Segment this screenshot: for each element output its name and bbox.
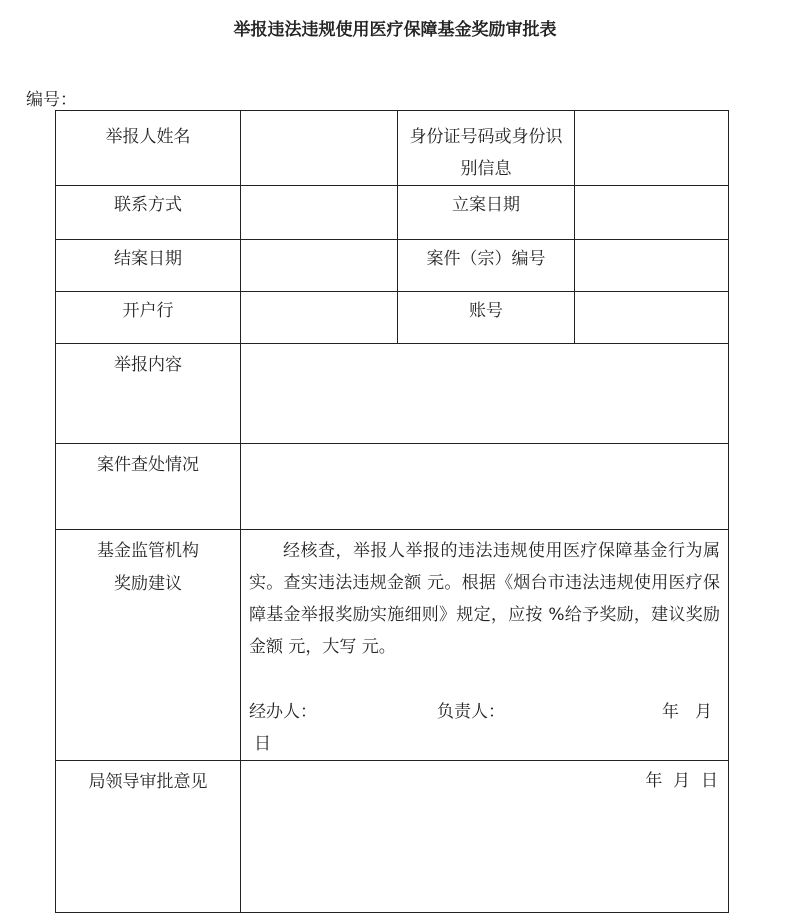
month-label: 月 bbox=[695, 702, 712, 722]
handler-label: 经办人： bbox=[249, 702, 317, 722]
year-label: 年 bbox=[662, 702, 679, 722]
account-label: 账号 bbox=[398, 292, 575, 344]
case-number-label: 案件（宗）编号 bbox=[398, 240, 575, 292]
leader-approval-label: 局领导审批意见 bbox=[56, 761, 241, 913]
filing-date-cell[interactable] bbox=[575, 186, 729, 240]
reward-suggestion-label-line2: 奖励建议 bbox=[114, 574, 182, 594]
approval-form-table bbox=[55, 110, 729, 913]
signature-line bbox=[249, 696, 720, 760]
form-title: 举报违法违规使用医疗保障基金奖励审批表 bbox=[233, 20, 557, 40]
id-number-label: 身份证号码或身份识别信息 bbox=[398, 111, 575, 186]
day-label: 日 bbox=[254, 734, 271, 754]
closing-date-cell[interactable] bbox=[241, 240, 398, 292]
approval-date[interactable]: 年 月 日 bbox=[241, 761, 729, 913]
closing-date-label: 结案日期 bbox=[56, 240, 241, 292]
account-cell[interactable] bbox=[575, 292, 729, 344]
bank-cell[interactable] bbox=[241, 292, 398, 344]
case-number-cell[interactable] bbox=[575, 240, 729, 292]
id-number-cell[interactable] bbox=[575, 111, 729, 186]
reward-suggestion-label-line1: 基金监管机构 bbox=[97, 541, 199, 561]
case-handling-label: 案件查处情况 bbox=[56, 444, 241, 530]
reward-suggestion-label bbox=[56, 530, 241, 761]
reward-suggestion-cell bbox=[241, 530, 729, 761]
bank-label: 开户行 bbox=[56, 292, 241, 344]
report-content-cell[interactable] bbox=[241, 344, 729, 444]
reporter-name-cell[interactable] bbox=[241, 111, 398, 186]
case-handling-cell[interactable] bbox=[241, 444, 729, 530]
filing-date-label: 立案日期 bbox=[398, 186, 575, 240]
reporter-name-label: 举报人姓名 bbox=[56, 111, 241, 186]
report-content-label: 举报内容 bbox=[56, 344, 241, 444]
suggestion-paragraph: 经核查，举报人举报的违法违规使用医疗保障基金行为属实。查实违法违规金额 元。根据《烟台市违法违规使用医疗保障基金举报奖励实施细则》规定，应按 %给予奖励，建议奖励金额 元，大写 元。 bbox=[249, 541, 720, 657]
contact-cell[interactable] bbox=[241, 186, 398, 240]
responsible-label: 负责人： bbox=[437, 702, 505, 722]
serial-number-label: 编号： bbox=[26, 90, 77, 110]
contact-label: 联系方式 bbox=[56, 186, 241, 240]
